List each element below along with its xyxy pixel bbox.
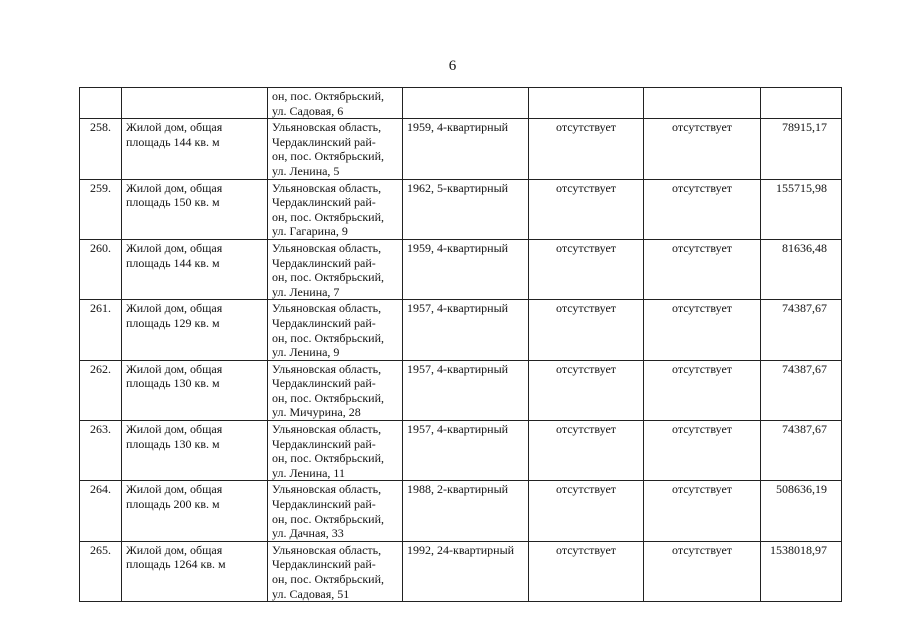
cell-status-2: отсутствует [644,300,761,360]
address-line: он, пос. Октябрьский, [272,390,384,405]
name-line: площадь 1264 кв. м [126,557,226,572]
cell-status-1: отсутствует [529,541,644,601]
cell-name [122,421,268,481]
cell-year-type: 1957, 4-квартирный [403,421,529,481]
cell-year-type: 1959, 4-квартирный [403,239,529,299]
table-row [80,421,842,481]
cell-name [122,481,268,541]
address-line: Ульяновская область, [272,120,382,135]
cell-status-1: отсутствует [529,179,644,239]
address-line: Ульяновская область, [272,240,382,255]
cell-address [268,239,403,299]
address-line: Чердаклинский рай- [272,255,376,270]
address-line: Чердаклинский рай- [272,557,376,572]
name-line: площадь 144 кв. м [126,134,220,149]
table-row [80,239,842,299]
cell-name [122,179,268,239]
address-line: он, пос. Октябрьский, [272,572,384,586]
name-line: Жилой дом, общая [126,301,223,316]
cell-status-2: отсутствует [644,541,761,601]
address-line: Чердаклинский рай- [272,376,376,391]
name-line: площадь 200 кв. м [126,497,220,512]
address-line: Чердаклинский рай- [272,497,376,512]
name-line: площадь 130 кв. м [126,436,220,451]
table-row [80,360,842,420]
name-line: Жилой дом, общая [126,482,223,497]
cell-num: 260. [80,239,122,299]
cell-value: 74387,67 [761,300,842,360]
continuation-row [80,88,842,119]
cell-year-type: 1988, 2-квартирный [403,481,529,541]
cell-status-1: отсутствует [529,119,644,179]
address-line: он, пос. Октябрьский, [272,451,384,466]
cell-address [268,179,403,239]
cell-num: 265. [80,541,122,601]
table-row [80,119,842,179]
address-line: он, пос. Октябрьский, [272,330,384,345]
cell-status-2: отсутствует [644,360,761,420]
cell-name [122,300,268,360]
cell-status-2: отсутствует [644,421,761,481]
cell-address [268,421,403,481]
name-line: площадь 130 кв. м [126,376,220,391]
cell-status-1: отсутствует [529,360,644,420]
address-line: он, пос. Октябрьский, [272,511,384,526]
cell-value: 74387,67 [761,421,842,481]
address-line: Чердаклинский рай- [272,195,376,210]
cell-address [268,360,403,420]
cell-year-type: 1957, 4-квартирный [403,300,529,360]
cell-name [122,119,268,179]
cell-address [268,481,403,541]
address-line: Чердаклинский рай- [272,436,376,451]
cell-status-1: отсутствует [529,421,644,481]
address-line: Чердаклинский рай- [272,134,376,149]
cell-status-1: отсутствует [529,239,644,299]
table-row [80,481,842,541]
name-line: площадь 144 кв. м [126,255,220,270]
address-line: он, пос. Октябрьский, [272,270,384,285]
name-line: Жилой дом, общая [126,180,223,195]
address-line: ул. Дачная, 33 [272,526,344,541]
cell-address [268,300,403,360]
cell-year-type: 1957, 4-квартирный [403,360,529,420]
cell-value [761,88,842,119]
cell-status-2 [644,88,761,119]
cell-status-2: отсутствует [644,481,761,541]
name-line: площадь 150 кв. м [126,195,220,210]
name-line: Жилой дом, общая [126,120,223,135]
table-row [80,179,842,239]
address-line: Ульяновская область, [272,301,382,316]
cell-status-1: отсутствует [529,300,644,360]
address-line: ул. Ленина, 7 [272,284,340,299]
cell-name [122,360,268,420]
address-line: Ульяновская область, [272,361,382,376]
cell-num [80,88,122,119]
name-line: Жилой дом, общая [126,422,223,437]
address-line: Ульяновская область, [272,180,382,195]
cell-value: 508636,19 [761,481,842,541]
cell-name [122,541,268,601]
cell-status-1: отсутствует [529,481,644,541]
address-line: ул. Мичурина, 28 [272,405,361,420]
cell-num: 264. [80,481,122,541]
address-line: ул. Ленина, 5 [272,163,340,178]
cell-value: 155715,98 [761,179,842,239]
name-line: Жилой дом, общая [126,542,223,557]
address-line: Чердаклинский рай- [272,315,376,330]
property-registry-table [79,87,842,602]
address-line: ул. Ленина, 9 [272,345,340,360]
cell-name [122,239,268,299]
cell-status-2: отсутствует [644,119,761,179]
address-line: он, пос. Октябрьский, [272,149,384,164]
cell-num: 258. [80,119,122,179]
cell-year-type [403,88,529,119]
address-line: Ульяновская область, [272,482,382,497]
cell-status-2: отсутствует [644,179,761,239]
cell-value: 81636,48 [761,239,842,299]
address-line: он, пос. Октябрьский, [272,209,384,224]
cell-year-type: 1962, 5-квартирный [403,179,529,239]
address-line: ул. Садовая, 6 [272,103,344,118]
cell-address [268,541,403,601]
cell-num: 262. [80,360,122,420]
name-line: Жилой дом, общая [126,361,223,376]
cell-address [268,88,403,119]
address-line: он, пос. Октябрьский, [272,89,384,103]
page-number: 6 [448,58,457,74]
address-line: ул. Гагарина, 9 [272,224,348,239]
cell-name [122,88,268,119]
address-line: Ульяновская область, [272,542,382,557]
address-line: ул. Ленина, 11 [272,465,345,480]
address-line: ул. Садовая, 51 [272,586,350,601]
name-line: площадь 129 кв. м [126,315,220,330]
cell-year-type: 1959, 4-квартирный [403,119,529,179]
cell-num: 259. [80,179,122,239]
name-line: Жилой дом, общая [126,240,223,255]
cell-num: 261. [80,300,122,360]
address-line: Ульяновская область, [272,422,382,437]
cell-value: 1538018,97 [761,541,842,601]
cell-year-type: 1992, 24-квартирный [403,541,529,601]
cell-status-2: отсутствует [644,239,761,299]
table-row [80,300,842,360]
cell-num: 263. [80,421,122,481]
cell-value: 74387,67 [761,360,842,420]
table-row [80,541,842,601]
cell-status-1 [529,88,644,119]
cell-address [268,119,403,179]
cell-value: 78915,17 [761,119,842,179]
